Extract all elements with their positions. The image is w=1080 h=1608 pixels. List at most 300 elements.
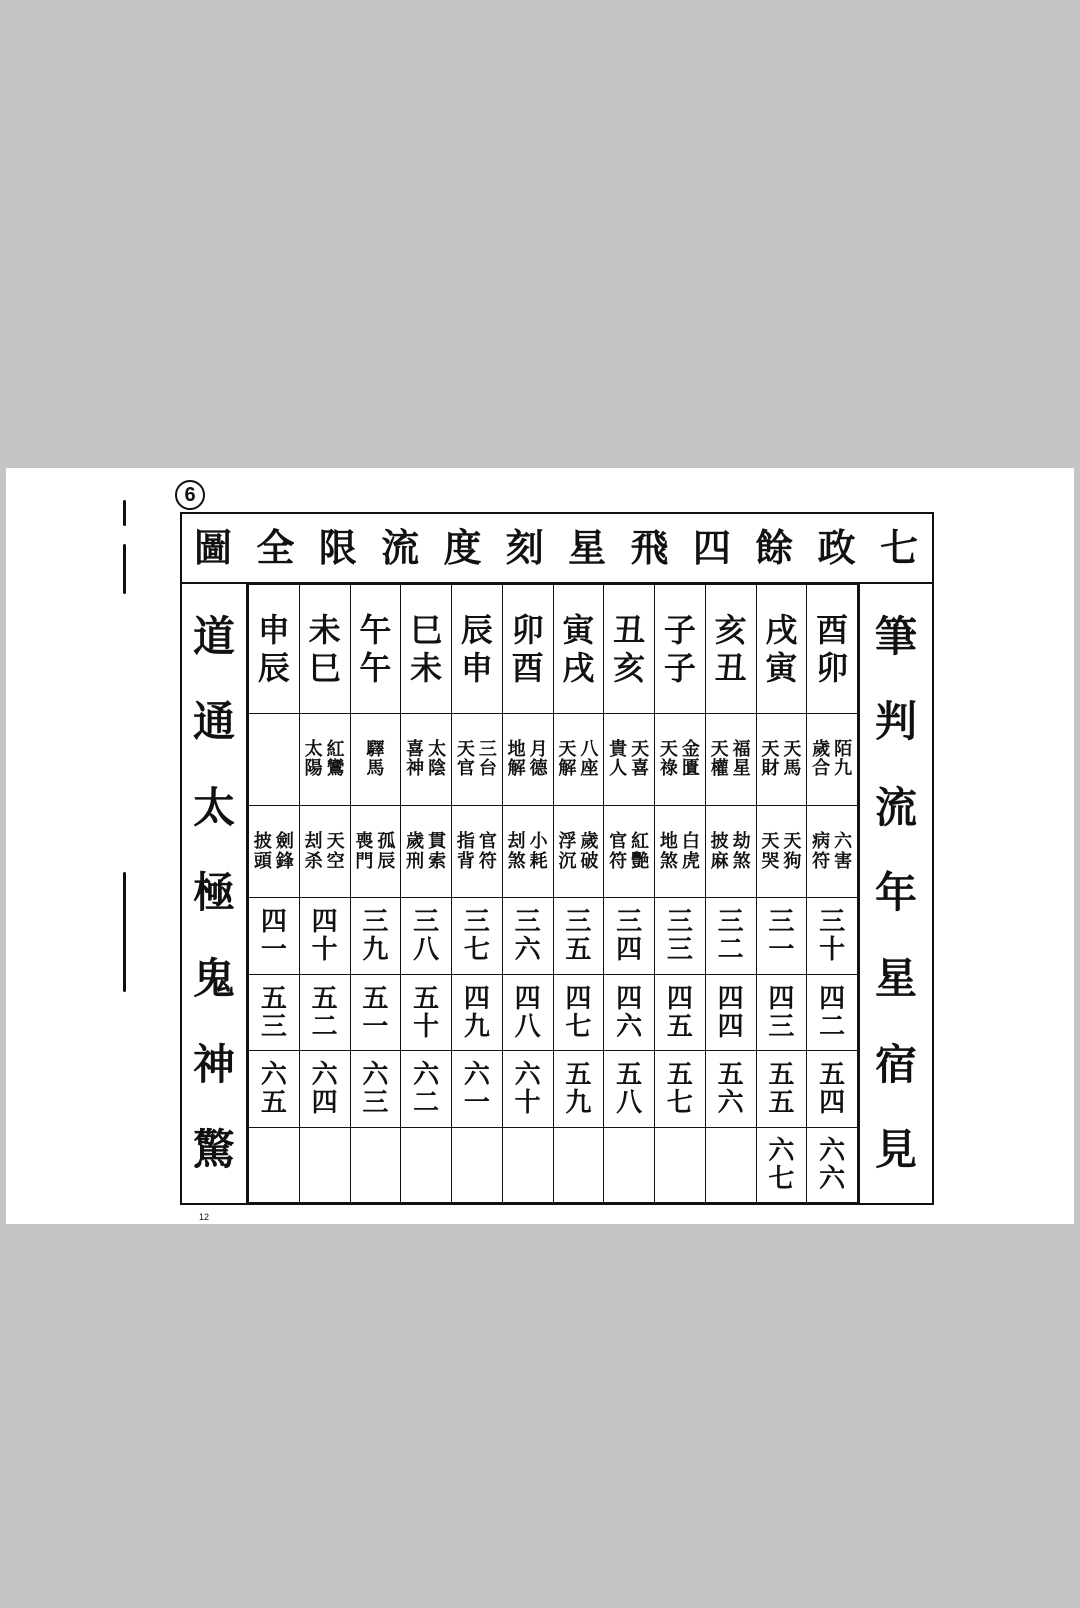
left-caption-char: 鬼 <box>192 954 235 1004</box>
star-char: 財 <box>761 758 780 780</box>
age-cell <box>807 1051 858 1127</box>
age-cell <box>807 1127 858 1202</box>
margin-mark <box>123 500 126 526</box>
star-name <box>530 832 548 872</box>
star-char: 劫 <box>732 830 751 852</box>
title-char: 全 <box>256 525 295 570</box>
star-char: 馬 <box>366 758 385 780</box>
age-char: 四 <box>616 983 643 1014</box>
star-cell <box>604 806 655 898</box>
star-cell <box>705 713 756 805</box>
branch-char: 丑 <box>714 648 747 687</box>
star-name <box>783 832 801 872</box>
star-char: 背 <box>456 850 475 872</box>
star-char: 福 <box>732 738 751 760</box>
age-char: 七 <box>463 935 490 966</box>
star-char: 刑 <box>406 850 425 872</box>
star-char: 索 <box>428 850 447 872</box>
branch-row <box>249 585 858 714</box>
star-char: 白 <box>681 830 700 852</box>
star-name <box>558 740 576 780</box>
branch-char: 午 <box>359 648 392 687</box>
branch-char: 卯 <box>511 610 544 649</box>
age-char: 三 <box>514 907 541 938</box>
star-char: 九 <box>834 758 853 780</box>
age-char: 二 <box>413 1087 440 1118</box>
star-name <box>508 832 526 872</box>
star-char: 太 <box>304 738 323 760</box>
footnote: 12 <box>199 1212 210 1222</box>
star-char: 麻 <box>710 850 729 872</box>
star-name <box>406 740 424 780</box>
age-cell <box>502 974 553 1050</box>
age-char: 四 <box>463 983 490 1014</box>
age-char: 三 <box>819 907 846 938</box>
age-char: 九 <box>362 935 389 966</box>
star-char: 天 <box>710 738 729 760</box>
star-char: 天 <box>659 738 678 760</box>
age-char: 六 <box>260 1059 287 1090</box>
branch-char: 寅 <box>765 648 798 687</box>
age-char: 三 <box>362 907 389 938</box>
age-char: 三 <box>260 1011 287 1042</box>
age-cell <box>705 974 756 1050</box>
star-char: 破 <box>580 850 599 872</box>
left-caption-char: 通 <box>192 697 235 747</box>
star-char: 鋒 <box>275 850 294 872</box>
age-char: 三 <box>717 907 744 938</box>
star-char: 劍 <box>275 830 294 852</box>
star-char: 虎 <box>681 850 700 872</box>
age-char: 一 <box>463 1087 490 1118</box>
age-char: 十 <box>311 935 338 966</box>
star-char: 空 <box>326 850 345 872</box>
age-cell <box>401 974 452 1050</box>
left-caption-char: 極 <box>192 868 235 918</box>
age-cell <box>452 974 503 1050</box>
star-char: 耗 <box>529 850 548 872</box>
age-char: 四 <box>819 983 846 1014</box>
age-cell <box>249 974 300 1050</box>
star-char: 太 <box>428 738 447 760</box>
star-name <box>355 832 373 872</box>
star-char: 門 <box>355 850 374 872</box>
age-cell <box>401 1051 452 1127</box>
branch-cell <box>350 585 401 714</box>
star-cell <box>807 806 858 898</box>
stars-row-2 <box>249 806 858 898</box>
star-char: 天 <box>783 738 802 760</box>
star-name <box>580 832 598 872</box>
age-char: 一 <box>260 935 287 966</box>
star-name <box>660 832 678 872</box>
age-cell <box>502 898 553 974</box>
star-char: 貫 <box>428 830 447 852</box>
age-char: 五 <box>768 1087 795 1118</box>
branch-cell <box>655 585 706 714</box>
star-char: 地 <box>507 738 526 760</box>
branch-cell <box>756 585 807 714</box>
margin-mark <box>123 872 126 992</box>
chart-frame <box>180 512 934 1205</box>
age-cell <box>756 974 807 1050</box>
star-cell <box>553 713 604 805</box>
age-cell <box>705 898 756 974</box>
star-char: 紅 <box>326 738 345 760</box>
star-name <box>428 740 446 780</box>
branch-char: 辰 <box>257 648 290 687</box>
title-char: 星 <box>568 525 607 570</box>
age-cell <box>299 898 350 974</box>
star-char: 指 <box>456 830 475 852</box>
star-cell <box>452 806 503 898</box>
star-char: 貴 <box>609 738 628 760</box>
star-name <box>327 740 345 780</box>
branch-cell <box>299 585 350 714</box>
star-name <box>733 832 751 872</box>
age-cell <box>350 974 401 1050</box>
age-cell <box>553 898 604 974</box>
age-char: 二 <box>819 1011 846 1042</box>
age-cell <box>655 898 706 974</box>
star-char: 天 <box>631 738 650 760</box>
star-char: 沉 <box>558 850 577 872</box>
age-cell <box>807 898 858 974</box>
right-caption-char: 年 <box>874 868 917 918</box>
star-cell <box>299 713 350 805</box>
star-char: 符 <box>478 850 497 872</box>
age-char: 五 <box>311 983 338 1014</box>
star-char: 孤 <box>377 830 396 852</box>
star-char: 天 <box>761 830 780 852</box>
age-cell <box>299 1051 350 1127</box>
age-cell <box>299 974 350 1050</box>
star-char: 星 <box>732 758 751 780</box>
branch-char: 未 <box>308 610 341 649</box>
branch-cell <box>553 585 604 714</box>
branch-char: 子 <box>663 610 696 649</box>
age-char: 五 <box>362 983 389 1014</box>
star-name <box>305 832 323 872</box>
age-cell <box>655 974 706 1050</box>
age-row-3 <box>249 1051 858 1127</box>
age-char: 六 <box>768 1135 795 1166</box>
branch-char: 巳 <box>410 610 443 649</box>
age-char: 四 <box>768 983 795 1014</box>
age-char: 六 <box>717 1087 744 1118</box>
branch-cell <box>604 585 655 714</box>
branch-char: 丑 <box>613 610 646 649</box>
star-char: 艷 <box>631 850 650 872</box>
branch-cell <box>502 585 553 714</box>
age-cell <box>249 1127 300 1202</box>
star-char: 陰 <box>428 758 447 780</box>
title-char: 刻 <box>505 525 544 570</box>
star-char: 喜 <box>406 738 425 760</box>
star-char: 刦 <box>507 830 526 852</box>
branch-cell <box>401 585 452 714</box>
age-cell <box>249 898 300 974</box>
age-char: 三 <box>616 907 643 938</box>
star-char: 天 <box>558 738 577 760</box>
star-name <box>834 740 852 780</box>
star-char: 合 <box>812 758 831 780</box>
star-cell <box>249 806 300 898</box>
branch-char: 巳 <box>308 648 341 687</box>
branch-char: 亥 <box>613 648 646 687</box>
age-char: 四 <box>819 1087 846 1118</box>
age-cell <box>705 1051 756 1127</box>
star-cell <box>401 806 452 898</box>
title-char: 四 <box>692 525 731 570</box>
age-cell <box>705 1127 756 1202</box>
star-char: 鸞 <box>326 758 345 780</box>
star-char: 解 <box>558 758 577 780</box>
age-char: 四 <box>565 983 592 1014</box>
star-char: 人 <box>609 758 628 780</box>
age-char: 五 <box>413 983 440 1014</box>
right-caption-char: 筆 <box>874 611 917 661</box>
branch-char: 酉 <box>816 610 849 649</box>
age-char: 三 <box>413 907 440 938</box>
age-char: 五 <box>565 1059 592 1090</box>
star-char: 煞 <box>659 850 678 872</box>
branch-cell <box>452 585 503 714</box>
star-char: 月 <box>529 738 548 760</box>
age-char: 三 <box>666 935 693 966</box>
age-cell <box>299 1127 350 1202</box>
age-char: 十 <box>819 935 846 966</box>
age-cell <box>350 898 401 974</box>
age-cell <box>655 1127 706 1202</box>
age-char: 九 <box>463 1011 490 1042</box>
age-char: 五 <box>260 983 287 1014</box>
star-char: 官 <box>478 830 497 852</box>
star-name <box>276 832 294 872</box>
star-char: 官 <box>609 830 628 852</box>
title-char: 流 <box>381 525 420 570</box>
star-char: 辰 <box>377 850 396 872</box>
age-row-2 <box>249 974 858 1050</box>
age-char: 三 <box>362 1087 389 1118</box>
age-row-4 <box>249 1127 858 1202</box>
age-char: 四 <box>311 1087 338 1118</box>
branch-char: 辰 <box>460 610 493 649</box>
star-char: 官 <box>456 758 475 780</box>
age-cell <box>756 1051 807 1127</box>
star-name <box>580 740 598 780</box>
age-cell <box>553 974 604 1050</box>
star-name <box>631 740 649 780</box>
age-cell <box>249 1051 300 1127</box>
branch-char: 申 <box>257 610 290 649</box>
star-name <box>530 740 548 780</box>
age-char: 十 <box>413 1011 440 1042</box>
star-name <box>783 740 801 780</box>
branch-cell <box>705 585 756 714</box>
age-char: 三 <box>666 907 693 938</box>
age-char: 四 <box>260 907 287 938</box>
star-char: 歲 <box>580 830 599 852</box>
star-name <box>682 740 700 780</box>
star-name <box>327 832 345 872</box>
age-cell <box>756 1127 807 1202</box>
title-char: 政 <box>817 525 856 570</box>
right-caption-char: 判 <box>874 697 917 747</box>
age-char: 三 <box>463 907 490 938</box>
age-char: 八 <box>514 1011 541 1042</box>
star-char: 六 <box>834 830 853 852</box>
age-char: 四 <box>717 983 744 1014</box>
age-cell <box>553 1127 604 1202</box>
star-name <box>457 740 475 780</box>
star-char: 頭 <box>253 850 272 872</box>
star-char: 三 <box>478 738 497 760</box>
star-name <box>366 740 384 780</box>
star-cell <box>299 806 350 898</box>
star-char: 天 <box>326 830 345 852</box>
star-char: 解 <box>507 758 526 780</box>
age-cell <box>604 1051 655 1127</box>
star-name <box>508 740 526 780</box>
star-char: 歲 <box>812 738 831 760</box>
age-char: 五 <box>768 1059 795 1090</box>
star-name <box>812 740 830 780</box>
age-char: 五 <box>666 1059 693 1090</box>
star-name <box>479 740 497 780</box>
star-char: 杀 <box>304 850 323 872</box>
star-char: 披 <box>253 830 272 852</box>
star-char: 紅 <box>631 830 650 852</box>
age-cell <box>401 1127 452 1202</box>
star-char: 馬 <box>783 758 802 780</box>
star-char: 祿 <box>659 758 678 780</box>
age-char: 二 <box>311 1011 338 1042</box>
star-name <box>834 832 852 872</box>
age-char: 五 <box>666 1011 693 1042</box>
star-char: 陽 <box>304 758 323 780</box>
age-cell <box>756 898 807 974</box>
star-char: 神 <box>406 758 425 780</box>
age-char: 四 <box>311 907 338 938</box>
age-char: 五 <box>717 1059 744 1090</box>
age-char: 七 <box>666 1087 693 1118</box>
star-char: 座 <box>580 758 599 780</box>
star-char: 匱 <box>681 758 700 780</box>
margin-mark <box>123 544 126 594</box>
star-name <box>609 832 627 872</box>
star-name <box>305 740 323 780</box>
chart-title <box>182 514 932 584</box>
star-char: 金 <box>681 738 700 760</box>
age-char: 五 <box>819 1059 846 1090</box>
branch-char: 戌 <box>562 648 595 687</box>
star-char: 台 <box>478 758 497 780</box>
star-name <box>812 832 830 872</box>
star-name <box>457 832 475 872</box>
star-name <box>761 832 779 872</box>
star-name <box>406 832 424 872</box>
age-cell <box>807 974 858 1050</box>
branch-char: 申 <box>460 648 493 687</box>
age-cell <box>452 898 503 974</box>
star-char: 煞 <box>732 850 751 872</box>
age-char: 六 <box>819 1135 846 1166</box>
right-caption-char: 流 <box>874 782 917 832</box>
star-cell <box>756 806 807 898</box>
age-char: 六 <box>514 935 541 966</box>
age-char: 一 <box>362 1011 389 1042</box>
title-char: 七 <box>879 525 918 570</box>
star-cell <box>249 713 300 805</box>
star-table <box>248 584 858 1203</box>
age-char: 六 <box>463 1059 490 1090</box>
age-cell <box>452 1051 503 1127</box>
age-char: 六 <box>413 1059 440 1090</box>
branch-char: 酉 <box>511 648 544 687</box>
age-char: 九 <box>565 1087 592 1118</box>
star-name <box>711 740 729 780</box>
scanned-page <box>6 468 1074 1224</box>
branch-char: 卯 <box>816 648 849 687</box>
star-char: 地 <box>659 830 678 852</box>
right-caption-char: 宿 <box>874 1039 917 1089</box>
star-cell <box>553 806 604 898</box>
branch-cell <box>249 585 300 714</box>
age-cell <box>502 1127 553 1202</box>
star-char: 歲 <box>406 830 425 852</box>
age-row-1 <box>249 898 858 974</box>
left-caption-char: 驚 <box>192 1125 235 1175</box>
star-char: 德 <box>529 758 548 780</box>
title-char: 限 <box>318 525 357 570</box>
age-cell <box>401 898 452 974</box>
age-char: 七 <box>768 1163 795 1194</box>
age-char: 四 <box>514 983 541 1014</box>
age-char: 三 <box>565 907 592 938</box>
right-caption-char: 星 <box>874 954 917 1004</box>
star-cell <box>350 806 401 898</box>
star-char: 刦 <box>304 830 323 852</box>
age-char: 五 <box>616 1059 643 1090</box>
age-char: 五 <box>260 1087 287 1118</box>
star-cell <box>604 713 655 805</box>
star-name <box>377 832 395 872</box>
age-char: 二 <box>717 935 744 966</box>
star-name <box>254 832 272 872</box>
left-caption <box>182 584 248 1203</box>
star-char: 披 <box>710 830 729 852</box>
left-caption-char: 神 <box>192 1039 235 1089</box>
star-char: 喜 <box>631 758 650 780</box>
age-cell <box>604 898 655 974</box>
star-name <box>733 740 751 780</box>
right-caption <box>858 584 932 1203</box>
star-char: 狗 <box>783 850 802 872</box>
star-cell <box>655 713 706 805</box>
star-cell <box>350 713 401 805</box>
age-char: 十 <box>514 1087 541 1118</box>
star-name <box>660 740 678 780</box>
star-name <box>558 832 576 872</box>
age-cell <box>655 1051 706 1127</box>
age-char: 五 <box>565 935 592 966</box>
age-char: 六 <box>311 1059 338 1090</box>
title-char: 圖 <box>194 525 233 570</box>
star-cell <box>705 806 756 898</box>
star-name <box>479 832 497 872</box>
age-cell <box>553 1051 604 1127</box>
